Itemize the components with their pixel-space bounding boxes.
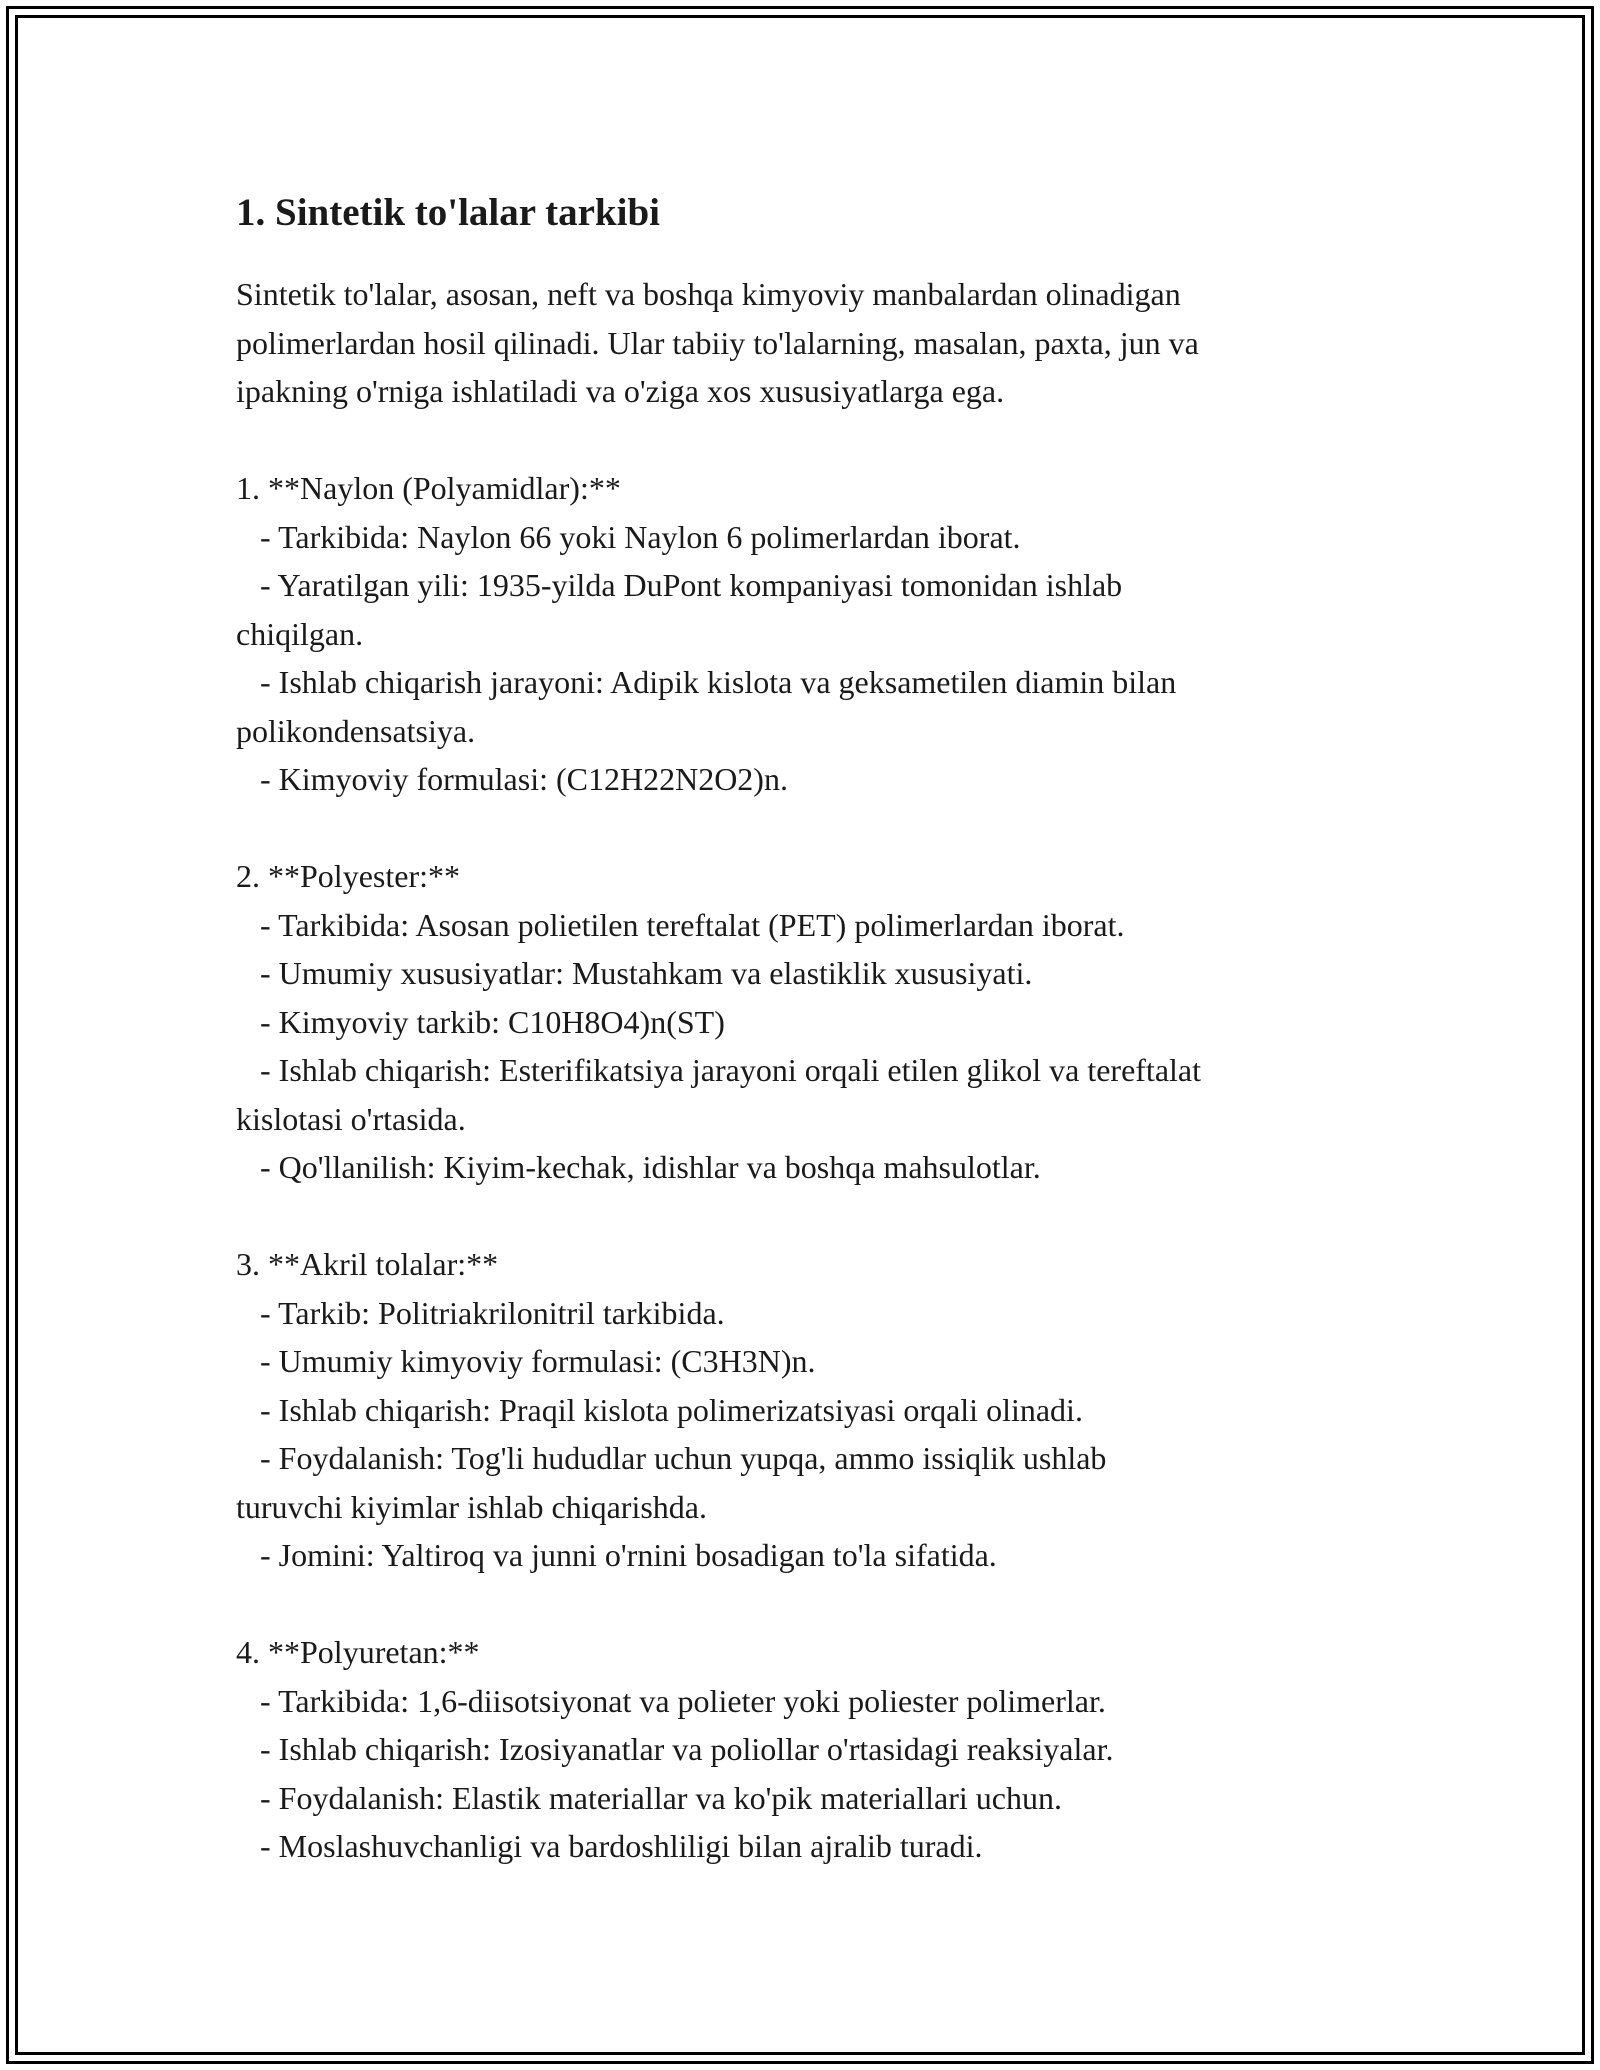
list-item: - Jomini: Yaltiroq va junni o'rnini bosadigan to'la sifatida. (236, 1537, 997, 1573)
section-heading: 2. **Polyester:** (236, 858, 460, 894)
list-item: - Tarkibida: Asosan polietilen tereftalat (PET) polimerlardan iborat. (236, 906, 1125, 943)
list-item: - Tarkib: Politriakrilonitril tarkibida. (236, 1294, 725, 1331)
section-heading: 4. **Polyuretan:** (236, 1634, 480, 1670)
intro-paragraph: Sintetik to'lalar, asosan, neft va boshqa kimyoviy manbalardan olinadigan polimerlardan hosil qilinadi. Ular tabiiy to'lalarning, masalan, paxta, jun va ipakning o'rniga ishlatiladi va o'ziga xos xususiyatlarga ega. (236, 276, 1199, 409)
list-item: - Qo'llanilish: Kiyim-kechak, idishlar va boshqa mahsulotlar. (236, 1149, 1041, 1185)
list-item: - Tarkibida: Naylon 66 yoki Naylon 6 polimerlardan iborat. (236, 518, 1021, 555)
list-item: - Ishlab chiqarish jarayoni: Adipik kislota va geksametilen diamin bilan polikondensatsiya. (236, 664, 1177, 749)
list-item: - Ishlab chiqarish: Izosiyanatlar va poliollar o'rtasidagi reaksiyalar. (236, 1731, 1114, 1767)
list-item: - Yaratilgan yili: 1935-yilda DuPont kompaniyasi tomonidan ishlab chiqilgan. (236, 567, 1123, 652)
list-item: - Umumiy kimyoviy formulasi: (C3H3N)n. (236, 1343, 816, 1379)
document-title: 1. Sintetik to'lalar tarkibi (236, 191, 660, 234)
list-item: - Ishlab chiqarish: Esterifikatsiya jarayoni orqali etilen glikol va tereftalat kislotasi o'rtasida. (236, 1052, 1201, 1137)
document-body (236, 180, 1386, 1871)
section-polyester (236, 852, 1386, 1192)
list-item: - Ishlab chiqarish: Praqil kislota polimerizatsiyasi orqali olinadi. (236, 1391, 1083, 1428)
list-item: - Foydalanish: Tog'li hududlar uchun yupqa, ammo issiqlik ushlab turuvchi kiyimlar ishlab chiqarishda. (236, 1440, 1107, 1525)
list-item: - Umumiy xususiyatlar: Mustahkam va elastiklik xususiyati. (236, 955, 1033, 991)
section-akril (236, 1240, 1386, 1580)
list-item: - Kimyoviy tarkib: C10H8O4)n(ST) (236, 1003, 725, 1040)
section-heading: 1. **Naylon (Polyamidlar):** (236, 470, 621, 506)
list-item: - Moslashuvchanligi va bardoshliligi bilan ajralib turadi. (236, 1828, 983, 1864)
list-item: - Tarkibida: 1,6-diisotsiyonat va polieter yoki poliester polimerlar. (236, 1682, 1106, 1719)
list-item: - Foydalanish: Elastik materiallar va ko'pik materiallari uchun. (236, 1779, 1062, 1816)
section-heading: 3. **Akril tolalar:** (236, 1246, 499, 1282)
section-naylon (236, 464, 1386, 804)
section-polyuretan (236, 1628, 1386, 1871)
list-item: - Kimyoviy formulasi: (C12H22N2O2)n. (236, 761, 788, 797)
